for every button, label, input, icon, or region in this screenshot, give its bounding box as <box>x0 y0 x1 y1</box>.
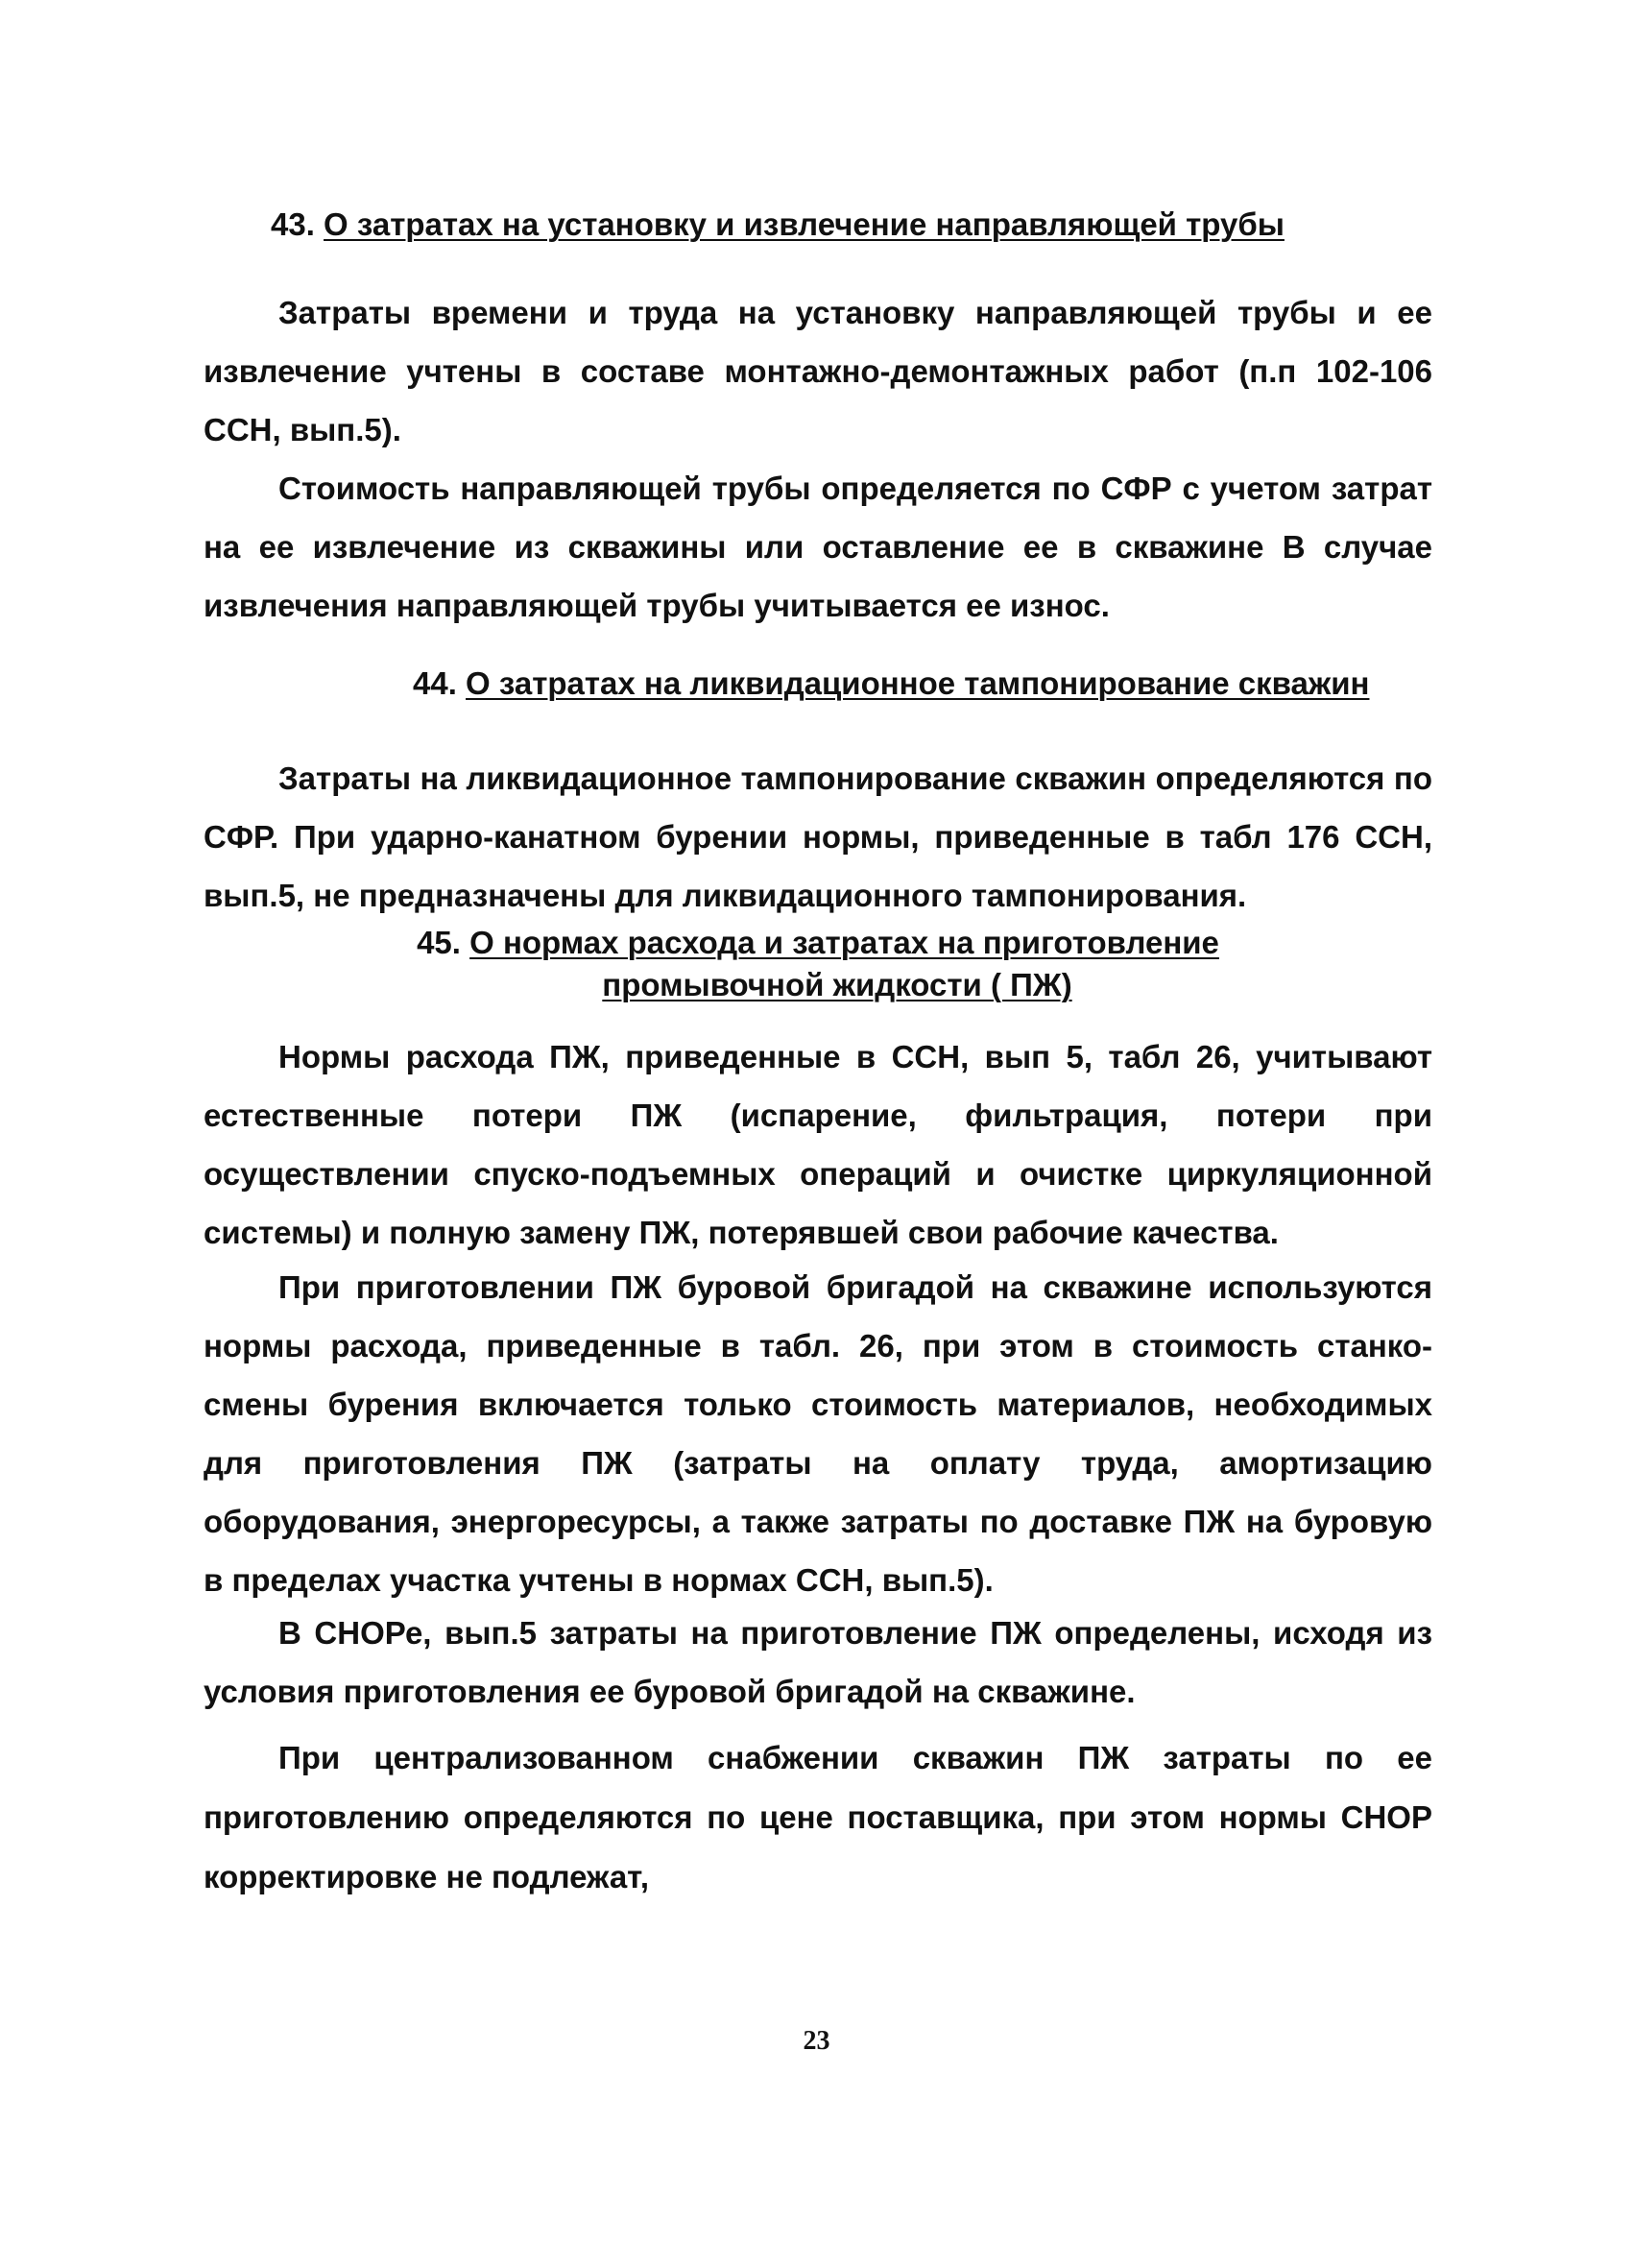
section-43-title: О затратах на установку и извлечение направляющей трубы <box>324 206 1285 242</box>
page-number: 23 <box>803 2026 830 2056</box>
section-44-title: О затратах на ликвидационное тампонирование скважин <box>466 665 1370 701</box>
section-43-heading <box>271 204 1285 246</box>
section-44-heading <box>413 663 1369 705</box>
section-45-title-line-2: промывочной жидкости ( ПЖ) <box>602 967 1072 1002</box>
section-43-paragraph-1: Затраты времени и труда на установку направляющей трубы и ее извлечение учтены в составе монтажно-демонтажных работ (п.п 102-106 ССН, вып.5). <box>204 295 1432 447</box>
section-45-paragraph-2: При приготовлении ПЖ буровой бригадой на скважине используются нормы расхода, приведенные в табл. 26, при этом в стоимость станко-смены бурения включается только стоимость материалов, необходимых для приготовления ПЖ (затраты на оплату труда, амортизацию оборудования, энергоресурсы, а также затраты по доставке ПЖ на буровую в пределах участка учтены в нормах ССН, вып.5). <box>204 1269 1432 1598</box>
section-45-paragraph-3: В СНОРе, вып.5 затраты на приготовление ПЖ определены, исходя из условия приготовления ее буровой бригадой на скважине. <box>204 1615 1432 1709</box>
section-45-paragraph-1: Нормы расхода ПЖ, приведенные в ССН, вып 5, табл 26, учитывают естественные потери ПЖ (испарение, фильтрация, потери при осуществлении спуско-подъемных операций и очистке циркуляционной системы) и полную замену ПЖ, потерявшей свои рабочие качества. <box>204 1039 1432 1250</box>
section-45-number: 45. <box>417 925 461 960</box>
section-45-paragraph-4: При централизованном снабжении скважин ПЖ затраты по ее приготовлению определяются по цене поставщика, при этом нормы СНОР корректировке не подлежат, <box>204 1740 1432 1894</box>
section-45-heading <box>204 922 1432 1006</box>
section-43-number: 43. <box>271 206 315 242</box>
section-43-paragraph-2: Стоимость направляющей трубы определяется по СФР с учетом затрат на ее извлечение из скважины или оставление ее в скважине В случае извлечения направляющей трубы учитывается ее износ. <box>204 470 1432 623</box>
section-44-number: 44. <box>413 665 457 701</box>
section-44-paragraph-1: Затраты на ликвидационное тампонирование скважин определяются по СФР. При ударно-канатном бурении нормы, приведенные в табл 176 ССН, вып.5, не предназначены для ликвидационного тампонирования. <box>204 760 1432 913</box>
section-45-title: О нормах расхода и затратах на приготовление <box>469 925 1219 960</box>
